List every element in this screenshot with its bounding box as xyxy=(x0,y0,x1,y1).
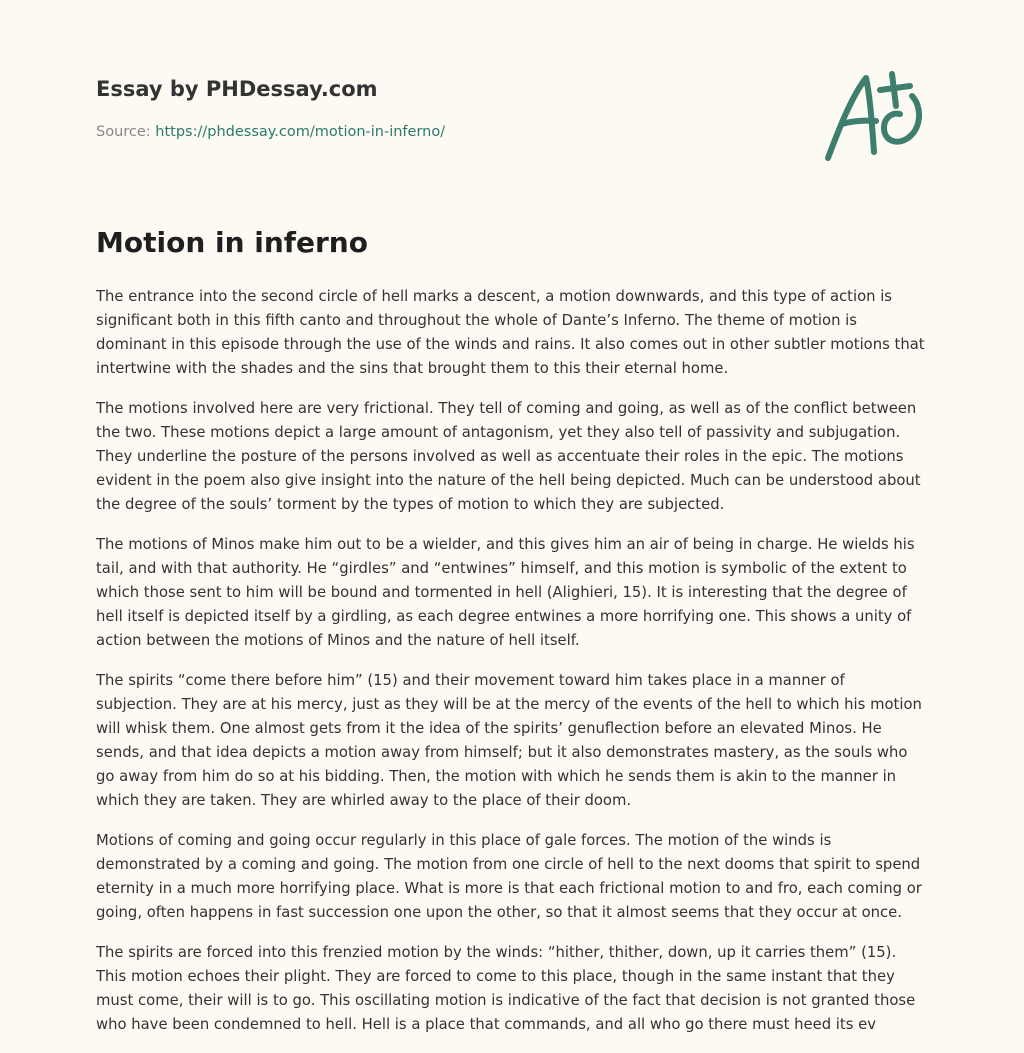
essay-paragraph: The motions of Minos make him out to be a wielder, and this gives him an air of being in charge. He wields his tail, and with that authority. He “girdles” and “entwines” himself, and this motion is symbolic of the extent to which those sent to him will be bound and tormented in hell (Alighieri, 15). It is interesting that the degree of hell itself is depicted itself by a girdling, as each degree entwines a more horrifying one. This shows a unity of action between the motions of Minos and the nature of hell itself. xyxy=(96,536,915,649)
source-line xyxy=(96,124,445,140)
site-title: Essay by PHDessay.com xyxy=(96,77,378,101)
essay-paragraph: The motions involved here are very frictional. They tell of coming and going, as well as of the conflict between the two. These motions depict a large amount of antagonism, yet they also tell of passivity and subjugation. They underline the posture of the persons involved as well as accentuate their roles in the epic. The motions evident in the poem also give insight into the nature of the hell being depicted. Much can be understood about the degree of the souls’ torment by the types of motion to which they are subjected. xyxy=(96,400,921,513)
essay-body xyxy=(96,285,926,1053)
essay-paragraph: Motions of coming and going occur regularly in this place of gale forces. The motion of the winds is demonstrated by a coming and going. The motion from one circle of hell to the next dooms that spirit to spend eternity in a much more horrifying place. What is more is that each frictional motion to and fro, each coming or going, often happens in fast succession one upon the other, so that it almost seems that they occur at once. xyxy=(96,832,922,921)
essay-paragraph: The spirits are forced into this frenzied motion by the winds: “hither, thither, down, up it carries them” (15). This motion echoes their plight. They are forced to come to this place, though in the same instant that they must come, their will is to go. This oscillating motion is indicative of the fact that decision is not granted those who have been condemned to hell. Hell is a place that commands, and all who go there must heed its ev xyxy=(96,944,916,1033)
a-plus-logo-icon xyxy=(822,66,926,164)
essay-page xyxy=(96,0,926,1033)
essay-title: Motion in inferno xyxy=(96,226,368,259)
essay-paragraph: The spirits “come there before him” (15) and their movement toward him takes place in a manner of subjection. They are at his mercy, just as they will be at the mercy of the events of the hell to which his motion will whisk them. One almost gets from it the idea of the spirits’ genuflection before an elevated Minos. He sends, and that idea depicts a motion away from himself; but it also demonstrates mastery, as the souls who go away from him do so at his bidding. Then, the motion with which he sends them is akin to the manner in which they are taken. They are whirled away to the place of their doom. xyxy=(96,672,922,809)
essay-paragraph: The entrance into the second circle of hell marks a descent, a motion downwards, and this type of action is significant both in this fifth canto and throughout the whole of Dante’s Inferno. The theme of motion is dominant in this episode through the use of the winds and rains. It also comes out in other subtler motions that intertwine with the shades and the sins that brought them to this their eternal home. xyxy=(96,288,925,377)
page-header xyxy=(96,0,926,180)
source-label: Source: xyxy=(96,124,156,140)
source-link[interactable]: https://phdessay.com/motion-in-inferno/ xyxy=(155,124,446,140)
